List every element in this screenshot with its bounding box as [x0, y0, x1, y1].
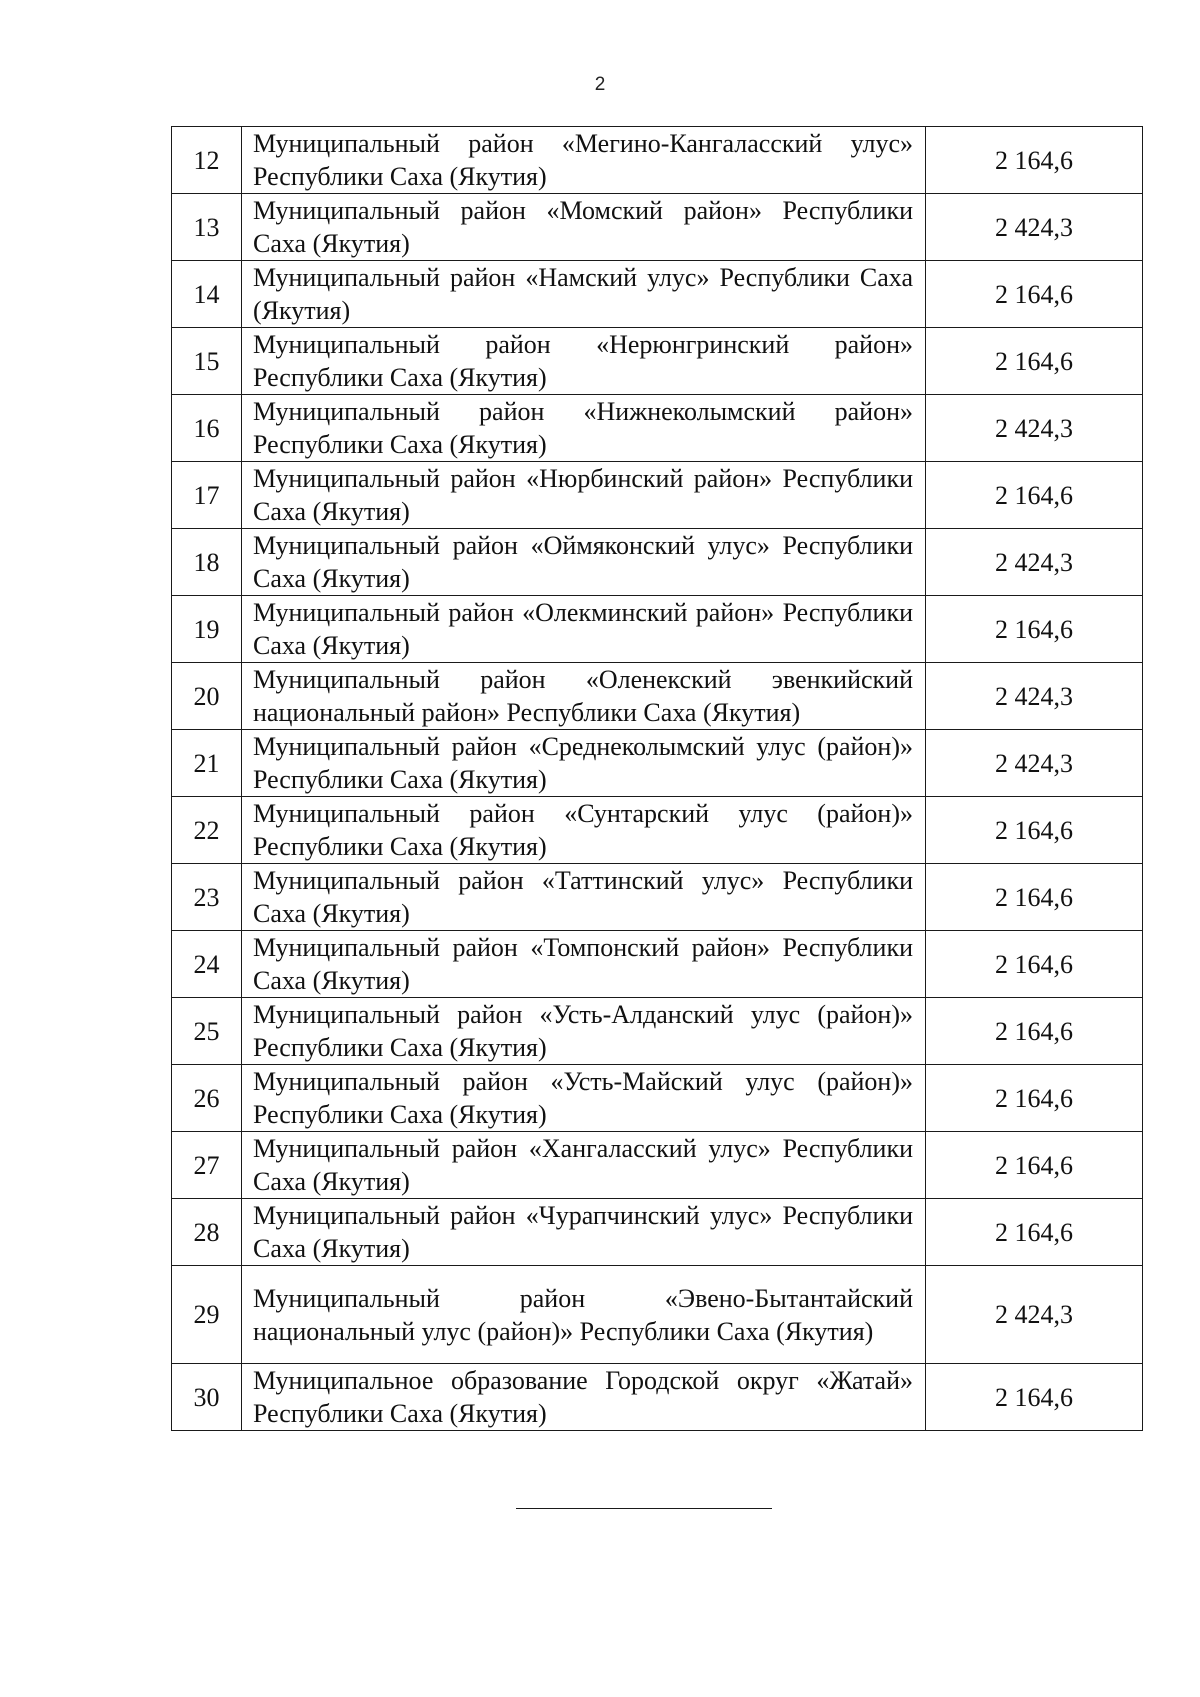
amount-value: 2 164,6	[926, 127, 1143, 194]
table-row	[172, 395, 1143, 462]
table-row	[172, 127, 1143, 194]
table-row	[172, 998, 1143, 1065]
row-number: 21	[172, 730, 242, 797]
amount-value: 2 164,6	[926, 328, 1143, 395]
table-row	[172, 596, 1143, 663]
row-number: 15	[172, 328, 242, 395]
amount-value: 2 164,6	[926, 1199, 1143, 1266]
municipality-name: Муниципальный район «Хангаласский улус» Республики Саха (Якутия)	[242, 1132, 926, 1199]
amount-value: 2 164,6	[926, 931, 1143, 998]
amount-value: 2 424,3	[926, 663, 1143, 730]
row-number: 12	[172, 127, 242, 194]
municipality-name: Муниципальный район «Мегино-Кангаласский улус» Республики Саха (Якутия)	[242, 127, 926, 194]
amount-value: 2 424,3	[926, 194, 1143, 261]
municipality-name: Муниципальный район «Оленекский эвенкийский национальный район» Республики Саха (Якутия)	[242, 663, 926, 730]
row-number: 20	[172, 663, 242, 730]
table-row	[172, 730, 1143, 797]
amount-value: 2 164,6	[926, 1132, 1143, 1199]
amount-value: 2 164,6	[926, 797, 1143, 864]
municipality-name: Муниципальный район «Усть-Алданский улус (район)» Республики Саха (Якутия)	[242, 998, 926, 1065]
amount-value: 2 164,6	[926, 998, 1143, 1065]
row-number: 27	[172, 1132, 242, 1199]
municipality-name: Муниципальный район «Эвено-Бытантайский национальный улус (район)» Республики Саха (Якутия)	[242, 1266, 926, 1364]
municipality-name: Муниципальный район «Нюрбинский район» Республики Саха (Якутия)	[242, 462, 926, 529]
municipality-name: Муниципальный район «Сунтарский улус (район)» Республики Саха (Якутия)	[242, 797, 926, 864]
table-row	[172, 194, 1143, 261]
row-number: 16	[172, 395, 242, 462]
municipality-name: Муниципальный район «Олекминский район» Республики Саха (Якутия)	[242, 596, 926, 663]
table-row	[172, 1364, 1143, 1431]
municipality-name: Муниципальный район «Момский район» Республики Саха (Якутия)	[242, 194, 926, 261]
table-row	[172, 797, 1143, 864]
municipality-name: Муниципальный район «Чурапчинский улус» Республики Саха (Якутия)	[242, 1199, 926, 1266]
amount-value: 2 164,6	[926, 1065, 1143, 1132]
amount-value: 2 424,3	[926, 730, 1143, 797]
row-number: 13	[172, 194, 242, 261]
table-row	[172, 462, 1143, 529]
page-number: 2	[594, 74, 606, 95]
amount-value: 2 164,6	[926, 864, 1143, 931]
municipality-name: Муниципальный район «Среднеколымский улус (район)» Республики Саха (Якутия)	[242, 730, 926, 797]
table-row	[172, 529, 1143, 596]
row-number: 14	[172, 261, 242, 328]
table-row	[172, 1132, 1143, 1199]
row-number: 18	[172, 529, 242, 596]
municipality-name: Муниципальный район «Нижнеколымский район» Республики Саха (Якутия)	[242, 395, 926, 462]
amount-value: 2 424,3	[926, 395, 1143, 462]
table-body	[172, 127, 1143, 1431]
table-row	[172, 1199, 1143, 1266]
table-row	[172, 663, 1143, 730]
allocation-table	[171, 126, 1143, 1431]
amount-value: 2 164,6	[926, 596, 1143, 663]
amount-value: 2 424,3	[926, 529, 1143, 596]
municipality-name: Муниципальный район «Томпонский район» Республики Саха (Якутия)	[242, 931, 926, 998]
row-number: 24	[172, 931, 242, 998]
closing-rule	[516, 1508, 772, 1509]
row-number: 29	[172, 1266, 242, 1364]
table-row	[172, 864, 1143, 931]
municipality-name: Муниципальный район «Намский улус» Республики Саха (Якутия)	[242, 261, 926, 328]
table-row	[172, 328, 1143, 395]
table-row	[172, 1065, 1143, 1132]
row-number: 19	[172, 596, 242, 663]
row-number: 28	[172, 1199, 242, 1266]
table-row	[172, 261, 1143, 328]
table-row	[172, 1266, 1143, 1364]
row-number: 30	[172, 1364, 242, 1431]
row-number: 22	[172, 797, 242, 864]
municipality-name: Муниципальный район «Усть-Майский улус (район)» Республики Саха (Якутия)	[242, 1065, 926, 1132]
amount-value: 2 164,6	[926, 261, 1143, 328]
municipality-name: Муниципальный район «Таттинский улус» Республики Саха (Якутия)	[242, 864, 926, 931]
municipality-name: Муниципальный район «Оймяконский улус» Республики Саха (Якутия)	[242, 529, 926, 596]
municipality-name: Муниципальный район «Нерюнгринский район» Республики Саха (Якутия)	[242, 328, 926, 395]
municipality-name: Муниципальное образование Городской округ «Жатай» Республики Саха (Якутия)	[242, 1364, 926, 1431]
amount-value: 2 164,6	[926, 462, 1143, 529]
amount-value: 2 164,6	[926, 1364, 1143, 1431]
row-number: 17	[172, 462, 242, 529]
row-number: 23	[172, 864, 242, 931]
row-number: 25	[172, 998, 242, 1065]
table-row	[172, 931, 1143, 998]
amount-value: 2 424,3	[926, 1266, 1143, 1364]
row-number: 26	[172, 1065, 242, 1132]
